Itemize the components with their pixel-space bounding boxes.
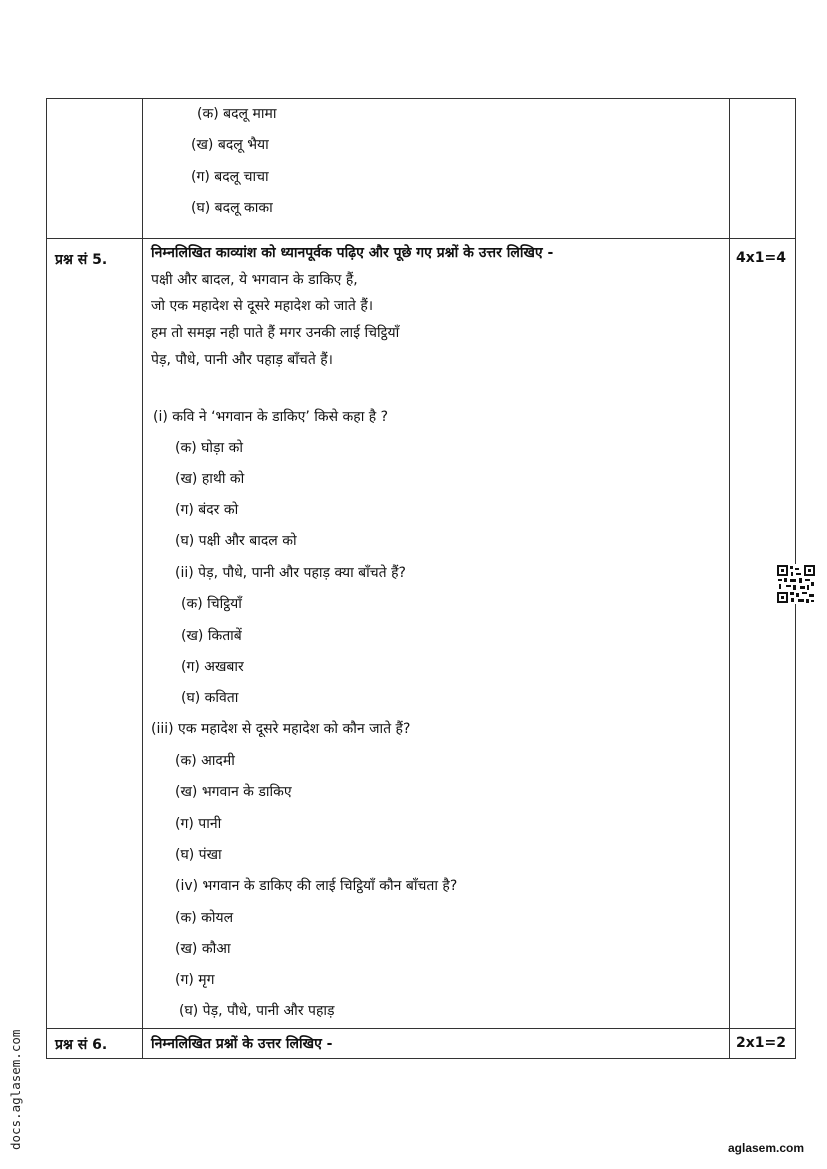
poem-line: पेड़, पौधे, पानी और पहाड़ बाँचते हैं। <box>151 352 333 368</box>
sub-question-iii: (iii) एक महादेश से दूसरे महादेश को कौन जाते हैं? <box>151 721 411 737</box>
side-watermark-text: docs.aglasem.com <box>8 1029 23 1150</box>
sub-question-i: (i) कवि ने ‘भगवान के डाकिए’ किसे कहा है ? <box>153 409 389 425</box>
question-6-marks: 2x1=2 <box>730 1029 796 1059</box>
options-row-continued <box>47 99 796 239</box>
option-item: (ग) अखबार <box>181 659 244 675</box>
option-item: (ग) बंदर को <box>175 502 239 518</box>
question-6-instruction: निम्नलिखित प्रश्नों के उत्तर लिखिए - <box>151 1036 333 1052</box>
prev-options-cell <box>143 99 730 239</box>
question-5-instruction: निम्नलिखित काव्यांश को ध्यानपूर्वक पढ़िए और पूछे गए प्रश्नों के उत्तर लिखिए - <box>151 245 554 261</box>
option-item: (घ) पक्षी और बादल को <box>175 533 297 549</box>
option-item: (घ) पंखा <box>175 847 222 863</box>
poem-line: पक्षी और बादल, ये भगवान के डाकिए हैं, <box>151 272 358 288</box>
option-item: (ख) भगवान के डाकिए <box>175 784 292 800</box>
option-item: (ग) पानी <box>175 816 222 832</box>
question-table <box>46 98 796 1059</box>
question-6-body <box>143 1029 730 1059</box>
option-item: (क) कोयल <box>175 910 234 926</box>
sub-question-ii: (ii) पेड़, पौधे, पानी और पहाड़ क्या बाँचते हैं? <box>175 565 406 581</box>
qno-cell-empty <box>47 99 143 239</box>
option-item: (क) घोड़ा को <box>175 440 243 456</box>
question-5-number: प्रश्न सं 5. <box>47 239 143 1029</box>
option-item: (घ) कविता <box>181 690 239 706</box>
option-item: (क) आदमी <box>175 753 235 769</box>
option-kha: (ख) बदलू भैया <box>191 137 269 153</box>
option-item: (ख) हाथी को <box>175 471 245 487</box>
option-ka: (क) बदलू मामा <box>197 106 277 122</box>
option-gha: (घ) बदलू काका <box>191 200 273 216</box>
footer-brand: aglasem.com <box>728 1141 805 1155</box>
option-item: (ख) कौआ <box>175 941 231 957</box>
question-5-marks: 4x1=4 <box>730 239 796 1029</box>
option-item: (क) चिट्ठियाँ <box>181 596 242 612</box>
marks-cell-empty <box>730 99 796 239</box>
question-6-row <box>47 1029 796 1059</box>
question-5-row <box>47 239 796 1029</box>
question-6-number: प्रश्न सं 6. <box>47 1029 143 1059</box>
poem-line: जो एक महादेश से दूसरे महादेश को जाते हैं। <box>151 298 374 314</box>
option-ga: (ग) बदलू चाचा <box>191 169 269 185</box>
poem-line: हम तो समझ नही पाते हैं मगर उनकी लाई चिट्ठियाँ <box>151 325 400 341</box>
option-item: (ग) मृग <box>175 972 215 988</box>
sub-question-iv: (iv) भगवान के डाकिए की लाई चिट्ठियाँ कौन बाँचता है? <box>175 878 458 894</box>
qr-code-icon <box>776 564 816 604</box>
option-item: (घ) पेड़, पौधे, पानी और पहाड़ <box>179 1003 335 1019</box>
question-5-body <box>143 239 730 1029</box>
side-watermark <box>8 1000 28 1158</box>
option-item: (ख) किताबें <box>181 628 242 644</box>
